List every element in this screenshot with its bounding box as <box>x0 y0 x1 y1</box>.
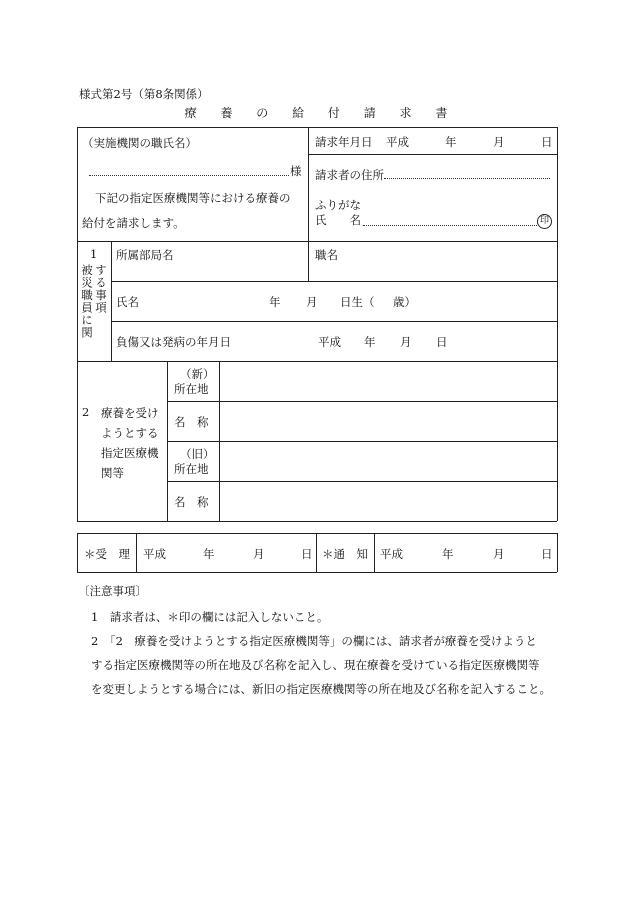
birth-month: 月 <box>306 295 318 309</box>
notice-era: 平成 <box>380 547 403 561</box>
old-tag: （旧） <box>180 447 215 461</box>
section2-number: 2 <box>82 405 90 419</box>
old-name-label: 名 称 <box>174 495 209 509</box>
seal-mark: 印 <box>537 214 552 229</box>
section2-title-line4: 関等 <box>101 466 124 480</box>
injury-date-month: 月 <box>400 335 412 349</box>
new-name-field[interactable] <box>220 402 556 440</box>
claimant-address-line[interactable] <box>384 178 550 179</box>
note-item-2-line1: 2 「2 療養を受けようとする指定医療機関等」の欄には、請求者が療養を受けようと <box>91 634 537 648</box>
form-number: 様式第2号（第8条関係） <box>79 87 209 101</box>
notice-month: 月 <box>493 547 505 561</box>
new-location-label: 所在地 <box>174 382 209 396</box>
honorific-sama: 様 <box>290 164 302 178</box>
request-date-era: 平成 <box>386 135 409 149</box>
addressee-name-line[interactable] <box>89 175 289 176</box>
request-date-label: 請求年月日 <box>315 135 373 149</box>
request-date-day: 日 <box>541 135 553 149</box>
note-item-2-line3: を変更しようとする場合には、新旧の指定医療機関等の所在地及び名称を記入すること。 <box>91 682 551 696</box>
received-month: 月 <box>253 547 265 561</box>
section2-title-line3: 指定医療機 <box>101 446 159 460</box>
notes-heading: 〔注意事項〕 <box>78 584 147 598</box>
injury-date-year: 年 <box>364 335 376 349</box>
note-item-1: 1 請求者は、＊印の欄には記入しないこと。 <box>91 610 329 624</box>
claimant-name-label: 氏 名 <box>315 213 361 227</box>
received-year: 年 <box>203 547 215 561</box>
received-label: ＊受 理 <box>84 547 130 561</box>
new-name-label: 名 称 <box>174 415 209 429</box>
birth-day: 日生（ <box>340 295 375 309</box>
claimant-address-label: 請求者の住所 <box>315 168 384 182</box>
section2-title-line1: 療養を受け <box>101 406 159 420</box>
old-location-label: 所在地 <box>174 462 209 476</box>
injury-date-day: 日 <box>436 335 448 349</box>
addressee-label: （実施機関の職氏名） <box>82 136 197 150</box>
received-era: 平成 <box>143 547 166 561</box>
new-location-field[interactable] <box>220 362 556 400</box>
section1-title-col2: する事項 <box>94 264 108 314</box>
furigana-label: ふりがな <box>315 198 361 212</box>
position-label: 職名 <box>315 248 338 262</box>
employee-name-label: 氏名 <box>116 295 139 309</box>
request-text-line2: 給付を請求します。 <box>82 216 185 230</box>
request-date-month: 月 <box>493 135 505 149</box>
received-day: 日 <box>301 547 313 561</box>
note-item-2-line2: する指定医療機関等の所在地及び名称を記入し、現在療養を受けている指定医療機関等 <box>91 658 540 672</box>
claimant-name-line[interactable] <box>363 225 537 226</box>
section1-title-col1: 被災職員に関 <box>80 264 94 339</box>
old-name-field[interactable] <box>220 482 556 520</box>
notice-year: 年 <box>442 547 454 561</box>
document-title: 療 養 の 給 付 請 求 書 <box>184 106 458 120</box>
notice-label: ＊通 知 <box>322 547 368 561</box>
new-tag: （新） <box>180 367 215 381</box>
request-date-year: 年 <box>445 135 457 149</box>
old-location-field[interactable] <box>220 442 556 480</box>
age-label: 歳） <box>393 295 416 309</box>
injury-date-label: 負傷又は発病の年月日 <box>116 335 231 349</box>
section2-title-line2: ようとする <box>101 426 159 440</box>
dept-label: 所属部局名 <box>116 248 174 262</box>
notice-day: 日 <box>541 547 553 561</box>
birth-year: 年 <box>269 295 281 309</box>
section1-number: 1 <box>90 247 98 261</box>
injury-date-era: 平成 <box>318 335 341 349</box>
request-text-line1: 下記の指定医療機関等における療養の <box>95 191 291 205</box>
